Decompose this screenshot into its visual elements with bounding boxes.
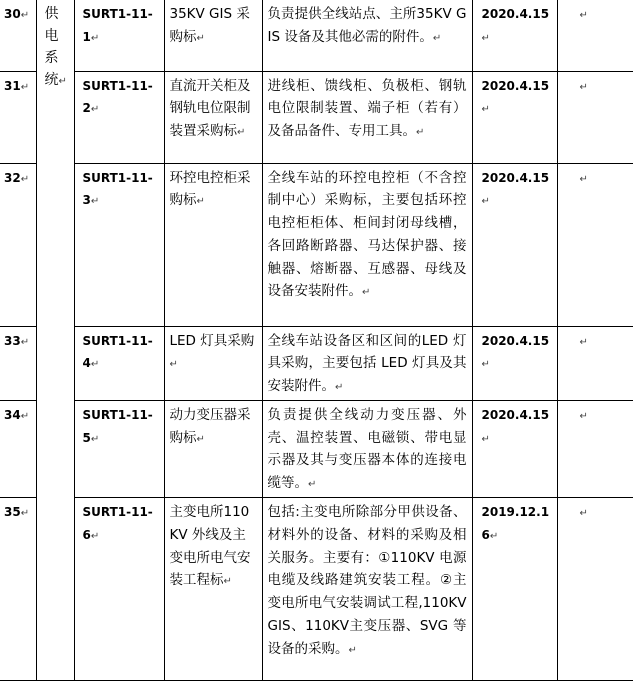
remark-cell: ↵ — [557, 163, 633, 326]
project-code: SURT1-11-3↵ — [74, 163, 164, 326]
table-row — [0, 498, 633, 681]
table-row — [0, 0, 633, 71]
row-number: 32↵ — [0, 163, 36, 326]
category-cell — [36, 0, 74, 681]
remark-cell: ↵ — [557, 498, 633, 681]
category-char: 系 — [44, 50, 59, 66]
tender-date: 2019.12.16↵ — [472, 498, 557, 681]
project-code: SURT1-11-5↵ — [74, 400, 164, 497]
package-description: 负责提供全线动力变压器、外壳、温控装置、电磁锁、带电显示器及其与变压器本体的连接电缆等。↵ — [262, 400, 472, 497]
row-number: 35↵ — [0, 498, 36, 681]
package-name: LED 灯具采购↵ — [164, 326, 262, 400]
category-char: 统↵ — [44, 72, 67, 88]
package-name: 主变电所110KV 外线及主变电所电气安装工程标↵ — [164, 498, 262, 681]
row-number: 34↵ — [0, 400, 36, 497]
package-name: 直流开关柜及钢轨电位限制装置采购标↵ — [164, 71, 262, 163]
package-name: 35KV GIS 采购标↵ — [164, 0, 262, 71]
remark-cell: ↵ — [557, 326, 633, 400]
row-number: 33↵ — [0, 326, 36, 400]
table-row — [0, 163, 633, 326]
tender-date: 2020.4.15↵ — [472, 326, 557, 400]
category-char: 供 — [44, 6, 59, 22]
tender-date: 2020.4.15↵ — [472, 163, 557, 326]
table-row — [0, 400, 633, 497]
remark-cell: ↵ — [557, 400, 633, 497]
table-row — [0, 326, 633, 400]
package-description: 负责提供全线站点、主所35KV GIS 设备及其他必需的附件。↵ — [262, 0, 472, 71]
remark-cell: ↵ — [557, 0, 633, 71]
category-char: 电 — [44, 28, 59, 44]
package-description: 包括:主变电所除部分甲供设备、材料外的设备、材料的采购及相关服务。主要有：①110KV 电源电缆及线路建筑安装工程。②主变电所电气安装调试工程,110KVGIS、110KV主变压器、SVG 等设备的采购。↵ — [262, 498, 472, 681]
tender-date: 2020.4.15↵ — [472, 71, 557, 163]
package-description: 全线车站设备区和区间的LED 灯具采购，主要包括 LED 灯具及其安装附件。↵ — [262, 326, 472, 400]
project-code: SURT1-11-4↵ — [74, 326, 164, 400]
package-description: 全线车站的环控电控柜（不含控制中心）采购标，主要包括环控电控柜柜体、柜间封闭母线槽，各回路断路器、马达保护器、接触器、熔断器、互感器、母线及设备安装附件。↵ — [262, 163, 472, 326]
tender-date: 2020.4.15↵ — [472, 0, 557, 71]
project-code: SURT1-11-6↵ — [74, 498, 164, 681]
package-name: 环控电控柜采购标↵ — [164, 163, 262, 326]
package-name: 动力变压器采购标↵ — [164, 400, 262, 497]
remark-cell: ↵ — [557, 71, 633, 163]
row-number: 30↵ — [0, 0, 36, 71]
table-row — [0, 71, 633, 163]
tender-date: 2020.4.15↵ — [472, 400, 557, 497]
project-code: SURT1-11-2↵ — [74, 71, 164, 163]
row-number: 31↵ — [0, 71, 36, 163]
project-code: SURT1-11-1↵ — [74, 0, 164, 71]
package-description: 进线柜、馈线柜、负极柜、钢轨电位限制装置、端子柜（若有）及备品备件、专用工具。↵ — [262, 71, 472, 163]
